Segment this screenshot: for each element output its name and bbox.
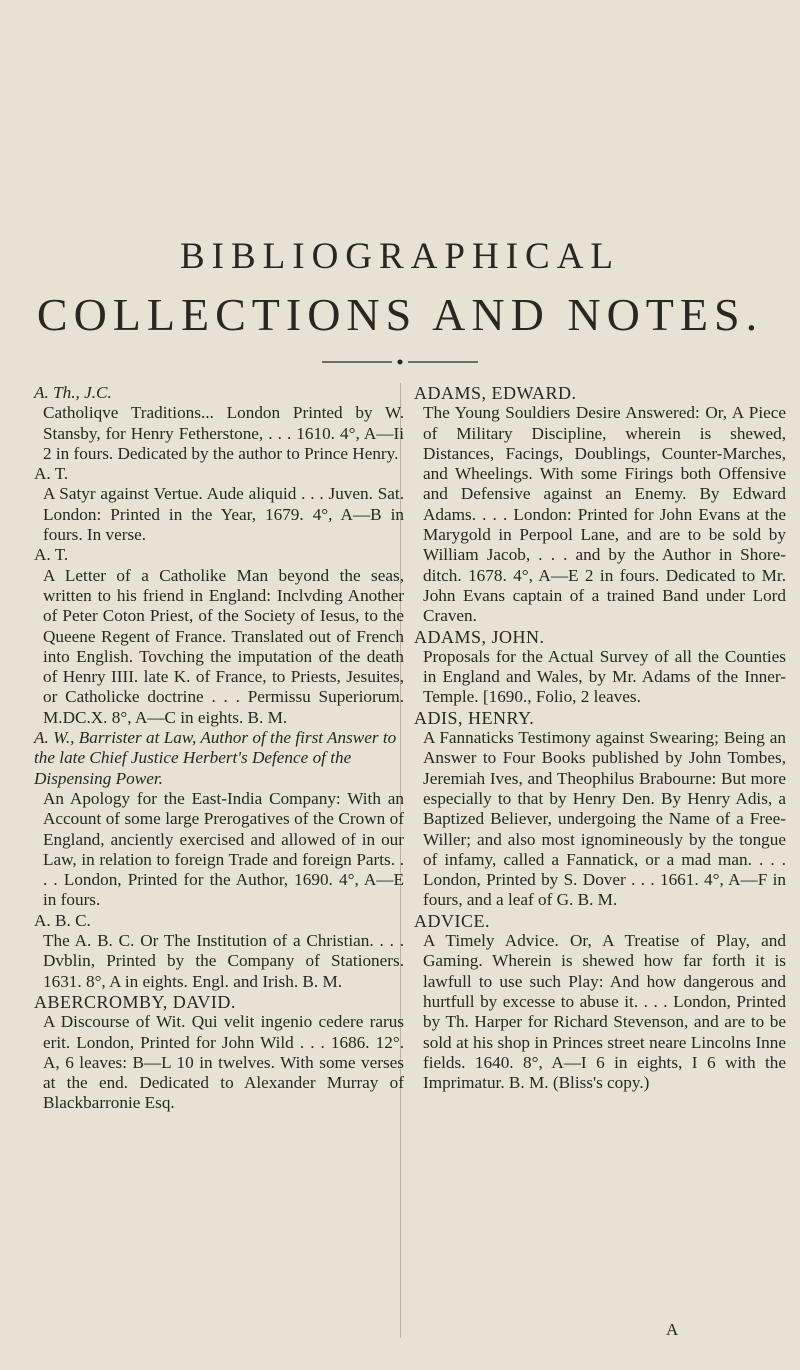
entry [34, 992, 404, 1114]
entry [414, 627, 786, 708]
entry-heading: A. T. [34, 464, 69, 484]
entry-heading: ADIS, HENRY. [414, 707, 535, 728]
entry [414, 708, 786, 911]
left-column [34, 383, 404, 1114]
entry-text: A Letter of a Catholike Man beyond the seas, written to his friend in England: Inclvding Another of Peter Coton Priest, of the Society of Iesus, to the Queene Regent of France. Translated out of French into English. Tovching the imputation of the death of Henry IIII. late K. of France, to Priests, Jesuites, or Catholicke doctrine . . . Permissu Superiorum. M.DC.X. 8°, A—C in eights. B. M. [43, 565, 404, 727]
ornament-divider [320, 356, 480, 368]
entry-text: A Fannaticks Testimony against Swearing; Being an Answer to Four Books published by John Tombes, Jeremiah Ives, and Theophilus Brabourne: But more especially to that by Henry Den. By Henry Adis, a Baptized Believer, undergoing the Name of a Free-Willer; and also most ignomineously by the tongue of infamy, called a Fannatick, or a mad man. . . . London, Printed by S. Dover . . . 1661. 4°, A—F in fours, and a leaf of G. B. M. [423, 728, 786, 910]
right-column [414, 383, 786, 1093]
entry [414, 911, 786, 1094]
signature-mark: A [666, 1320, 679, 1339]
page-title-line1: BIBLIOGRAPHICAL [179, 236, 621, 277]
entry-heading: ADAMS, EDWARD. [414, 383, 577, 403]
entry [34, 464, 404, 545]
entry-text: A Discourse of Wit. Qui velit ingenio cedere rarus erit. London, Printed for John Wild . . . 1686. 12°. A, 6 leaves: B—L 10 in twelves. With some verses at the end. Dedicated to Alexander Murray of Blackbarronie Esq. [43, 1012, 404, 1113]
page-title-line2: COLLECTIONS AND NOTES. [36, 289, 764, 340]
entry-heading: ADVICE. [414, 910, 490, 931]
entry-text: The A. B. C. Or The Institution of a Christian. . . . Dvblin, Printed by the Company of Stationers. 1631. 8°, A in eights. Engl. and Irish. B. M. [43, 931, 404, 991]
entry [34, 545, 404, 728]
entry [414, 383, 786, 627]
entry-text: A Timely Advice. Or, A Treatise of Play, and Gaming. Wherein is shewed how far forth it is lawfull to use such Play: And how dangerous and hurtfull by excesse to abuse it. . . . London, Printed by Th. Harper for Richard Stevenson, and are to be sold at his shop in Princes street neare Lincolns Inne fields. 1640. 8°, A—I 6 in eights, I 6 with the Imprimatur. B. M. (Bliss's copy.) [423, 931, 786, 1093]
entry-heading: A. B. C. [34, 910, 91, 930]
entry [34, 728, 404, 911]
entry-text: Proposals for the Actual Survey of all the Counties in England and Wales, by Mr. Adams of the Inner-Temple. [1690., Folio, 2 leaves. [423, 646, 786, 707]
entry-text: A Satyr against Vertue. Aude aliquid . . . Juven. Sat. London: Printed in the Year, 1679. 4°, A—B in fours. In verse. [43, 484, 404, 545]
entry-text: Catholiqve Traditions... London Printed by W. Stansby, for Henry Fetherstone, . . . 1610. 4°, A—Ii 2 in fours. Dedicated by the author to Prince Henry. [43, 403, 404, 463]
entry-heading: A. Th., J.C. [34, 383, 112, 402]
entry [34, 911, 404, 992]
entry-heading: ABERCROMBY, DAVID. [34, 991, 236, 1012]
entry-text: An Apology for the East-India Company: With an Account of some large Prerogatives of the Crown of England, anciently exercised and allowed of in our Law, in relation to foreign Trade and foreign Parts. . . . London, Printed for the Author, 1690. 4°, A—E in fours. [43, 788, 404, 910]
entry [34, 383, 404, 464]
entry-heading: A. W., Barrister at Law, Author of the first Answer to the late Chief Justice Herbert's Defence of the Dispensing Power. [34, 728, 397, 788]
entry-heading: A. T. [34, 545, 69, 565]
entry-heading: ADAMS, JOHN. [414, 626, 545, 647]
entry-text: The Young Souldiers Desire Answered: Or, A Piece of Military Discipline, wherein is shewed, Distances, Facings, Doublings, Counter-Marches, and Wheelings. With some Firings both Offensive and Defensive against an Enemy. By Edward Adams. . . . London: Printed for John Evans at the Marygold in Perpool Lane, and are to be sold by William Jacob, . . . and by the Author in Shore-ditch. 1678. 4°, A—E 2 in fours. Dedicated to Mr. John Evans captain of a trained Band under Lord Craven. [423, 403, 786, 626]
